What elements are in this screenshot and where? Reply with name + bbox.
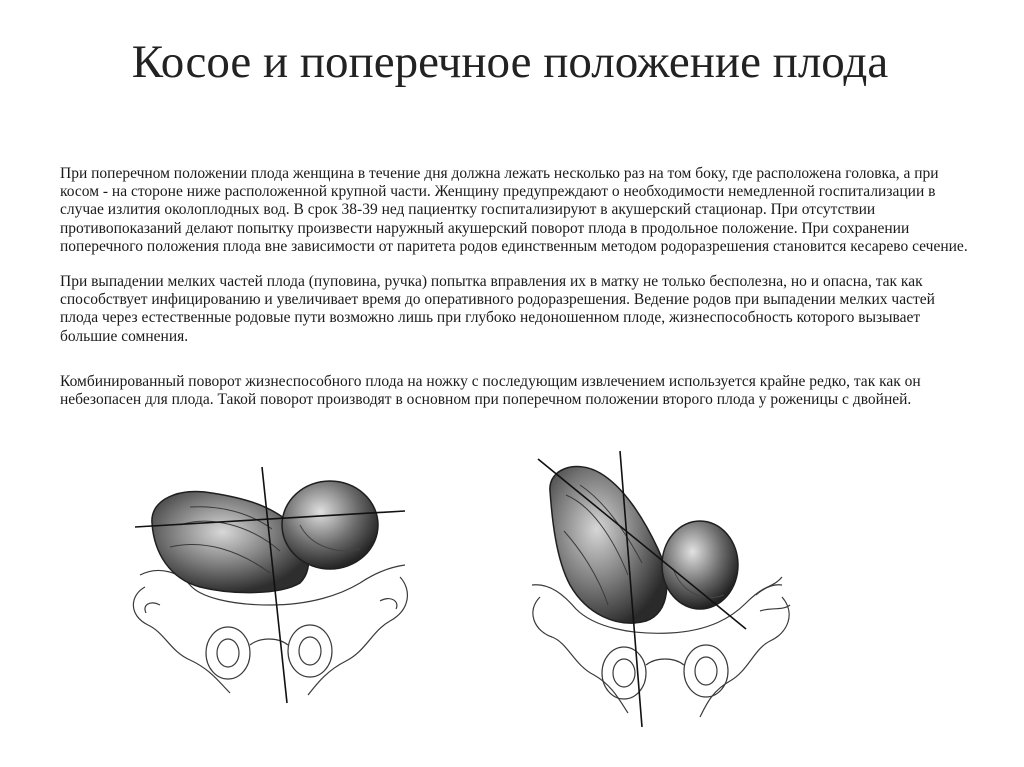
transverse-lie-illustration <box>120 455 420 715</box>
paragraph-prolapse <box>60 273 972 346</box>
paragraph-text: Комбинированный поворот жизнеспособного плода на ножку с последующим извлечением используется крайне редко, так как он небезопасен для плода. Такой поворот производят в основном при поперечном положении второго плода у роженицы с двойней. <box>60 373 921 409</box>
paragraph-transverse-management <box>60 165 972 256</box>
paragraph-combined-version <box>60 373 972 409</box>
paragraph-text: При выпадении мелких частей плода (пуповина, ручка) попытка вправления их в матку не только бесполезна, но и опасна, так как способствует инфицированию и увеличивает время до оперативного родоразрешения. Ведение родов при выпадении мелких частей плода через естественные родовые пути возможно лишь при глубоко недоношенном плоде, жизнеспособность которого вызывает большие сомнения. <box>60 273 935 345</box>
paragraph-text: При поперечном положении плода женщина в течение дня должна лежать несколько раз на том боку, где расположена головка, а при косом - на стороне ниже расположенной крупной части. Женщину предупреждают о необходимости немедленной госпитализации в случае излития околоплодных вод. В срок 38-39 нед пациентку госпитализируют в акушерский стационар. При отсутствии противопоказаний делают попытку произвести наружный акушерский поворот плода в продольное положение. При сохранении поперечного положения плода вне зависимости от паритета родов единственным методом родоразрешения становится кесарево сечение. <box>60 165 968 255</box>
slide-title: Косое и поперечное положение плода <box>131 36 889 88</box>
oblique-lie-illustration <box>520 445 810 735</box>
